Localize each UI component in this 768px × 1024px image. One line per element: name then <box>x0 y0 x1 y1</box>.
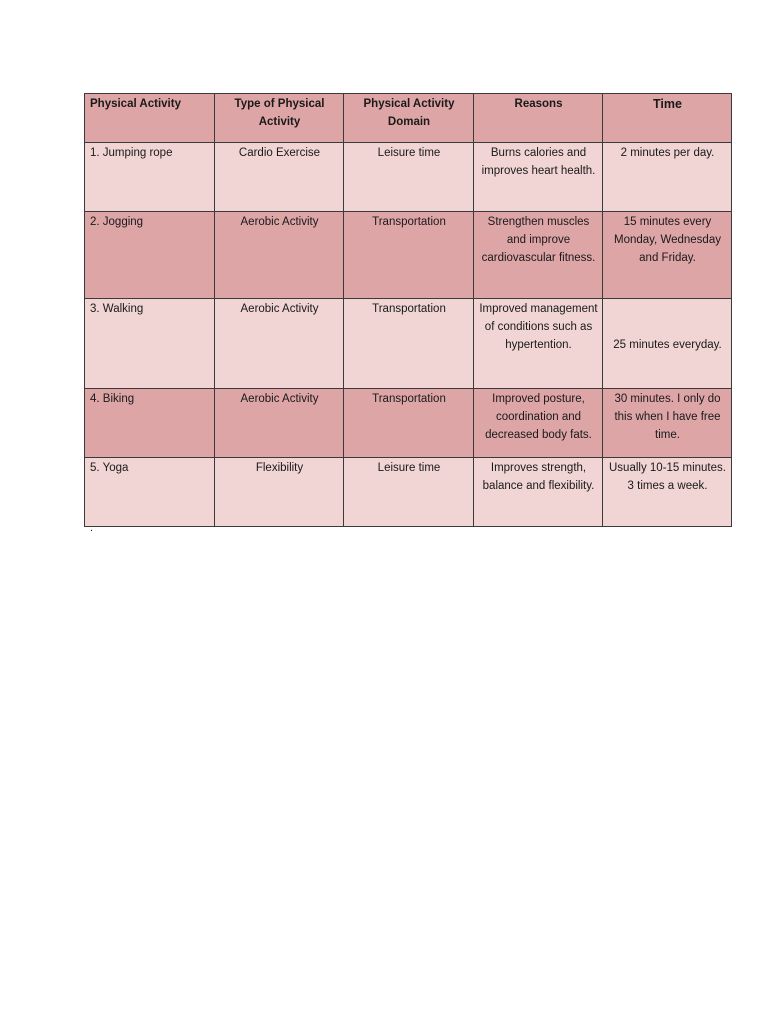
cell-activity: 1. Jumping rope <box>85 143 215 212</box>
cell-domain: Transportation <box>344 212 474 299</box>
header-type-of-activity: Type of Physical Activity <box>215 94 344 143</box>
trailing-period: . <box>90 522 94 534</box>
cell-domain: Leisure time <box>344 143 474 212</box>
activity-table <box>84 93 732 527</box>
table-row <box>85 299 732 389</box>
cell-time: 2 minutes per day. <box>603 143 732 212</box>
table-row <box>85 212 732 299</box>
cell-activity: 5. Yoga <box>85 458 215 527</box>
cell-time: Usually 10-15 minutes. 3 times a week. <box>603 458 732 527</box>
cell-reasons: Strengthen muscles and improve cardiovascular fitness. <box>474 212 603 299</box>
cell-type: Flexibility <box>215 458 344 527</box>
header-activity-domain: Physical Activity Domain <box>344 94 474 143</box>
cell-activity: 2. Jogging <box>85 212 215 299</box>
table-header-row <box>85 94 732 143</box>
cell-time: 15 minutes every Monday, Wednesday and Friday. <box>603 212 732 299</box>
cell-domain: Transportation <box>344 299 474 389</box>
cell-activity: 3. Walking <box>85 299 215 389</box>
header-physical-activity: Physical Activity <box>85 94 215 143</box>
cell-type: Cardio Exercise <box>215 143 344 212</box>
cell-activity: 4. Biking <box>85 389 215 458</box>
cell-domain: Transportation <box>344 389 474 458</box>
header-reasons: Reasons <box>474 94 603 143</box>
table-row <box>85 389 732 458</box>
cell-time: 25 minutes everyday. <box>603 299 732 389</box>
cell-type: Aerobic Activity <box>215 212 344 299</box>
table-row <box>85 458 732 527</box>
cell-reasons: Improved management of conditions such as hypertention. <box>474 299 603 389</box>
cell-time: 30 minutes. I only do this when I have free time. <box>603 389 732 458</box>
cell-reasons: Burns calories and improves heart health. <box>474 143 603 212</box>
header-time: Time <box>603 94 732 143</box>
cell-type: Aerobic Activity <box>215 299 344 389</box>
cell-reasons: Improves strength, balance and flexibility. <box>474 458 603 527</box>
cell-domain: Leisure time <box>344 458 474 527</box>
cell-type: Aerobic Activity <box>215 389 344 458</box>
table-row <box>85 143 732 212</box>
cell-reasons: Improved posture, coordination and decreased body fats. <box>474 389 603 458</box>
